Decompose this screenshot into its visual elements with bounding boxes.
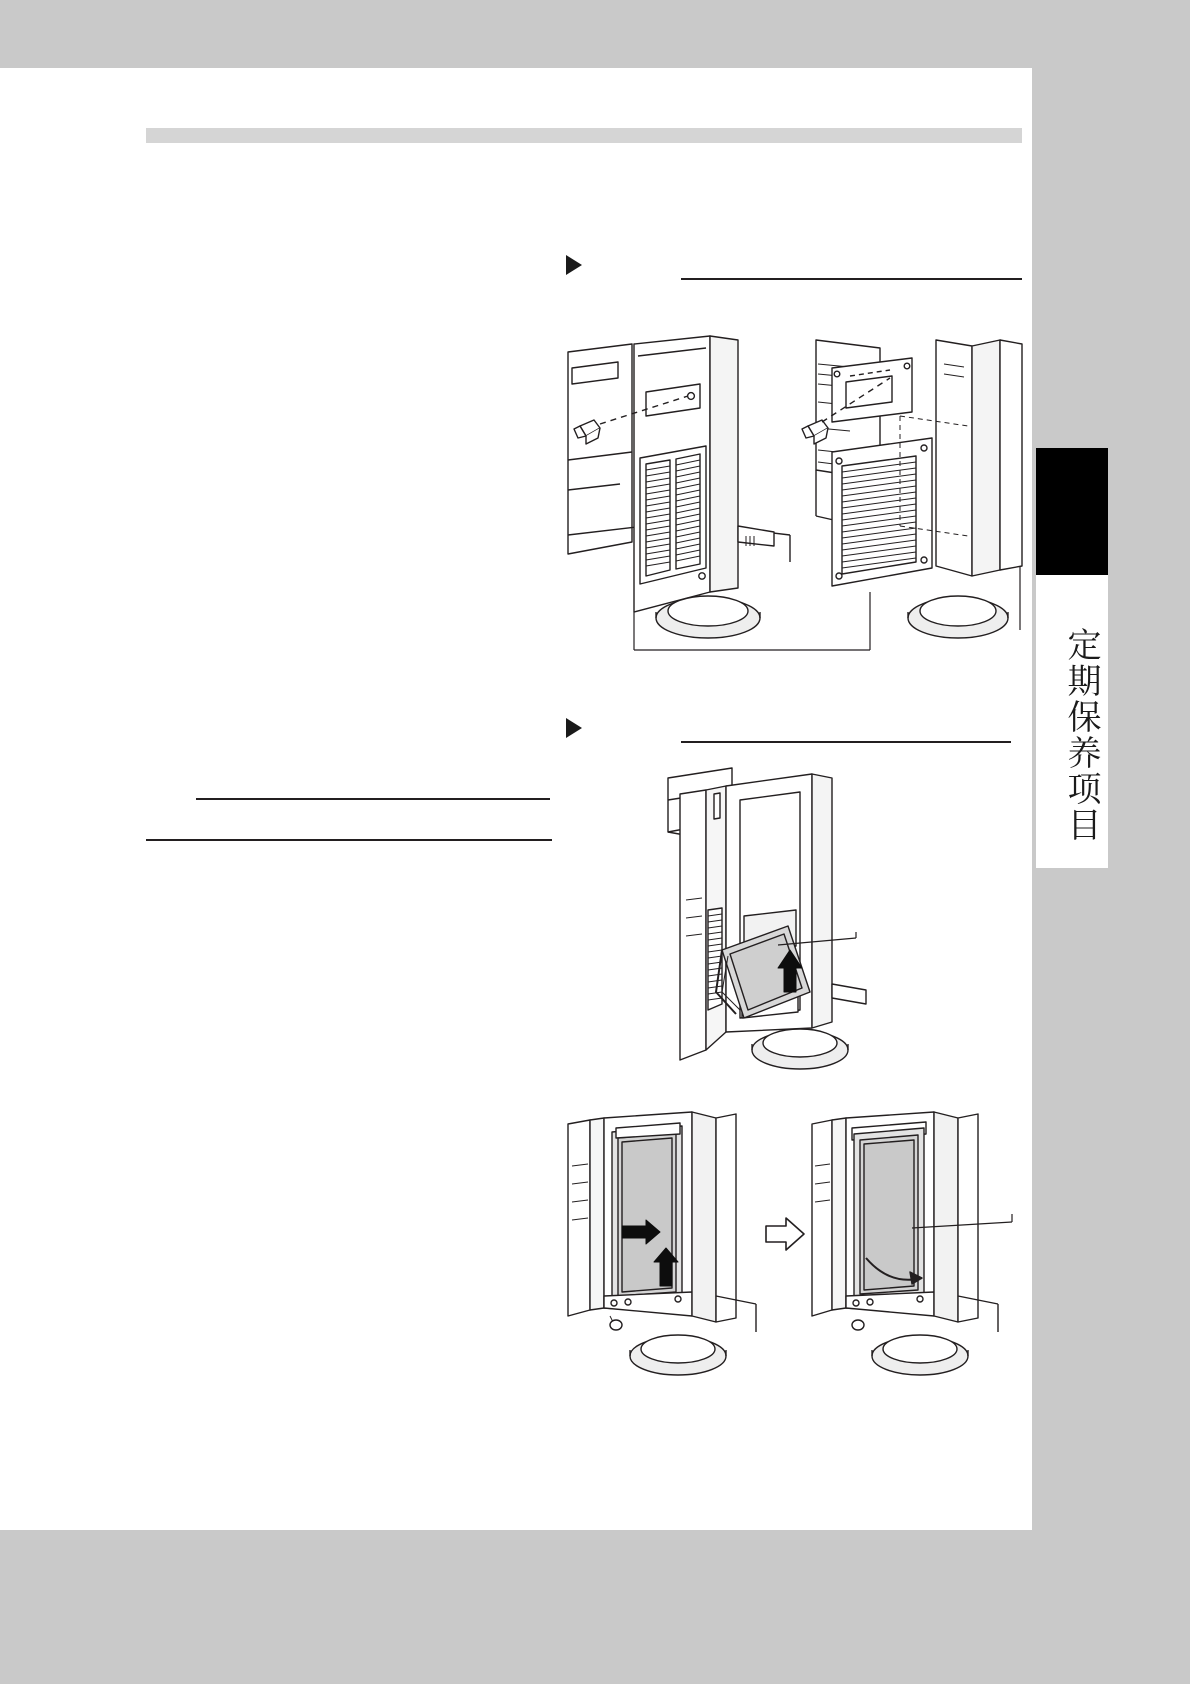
note-rule-top xyxy=(196,798,550,800)
note-rule-bottom xyxy=(146,839,552,841)
section-marker-1-icon xyxy=(566,255,582,275)
figure-filter-reinstall-two-step xyxy=(560,1110,1030,1410)
section-marker-2-icon xyxy=(566,718,582,738)
section-thumb-tab-label: 定期保养项目 xyxy=(1062,627,1100,843)
section-heading-rule-2 xyxy=(681,741,1011,743)
header-rule xyxy=(146,128,1022,143)
figure-filter-removal-from-cabinet xyxy=(660,760,940,1095)
figure-printer-side-panel-screw-removal xyxy=(560,330,1030,675)
section-heading-rule-1 xyxy=(681,278,1022,280)
